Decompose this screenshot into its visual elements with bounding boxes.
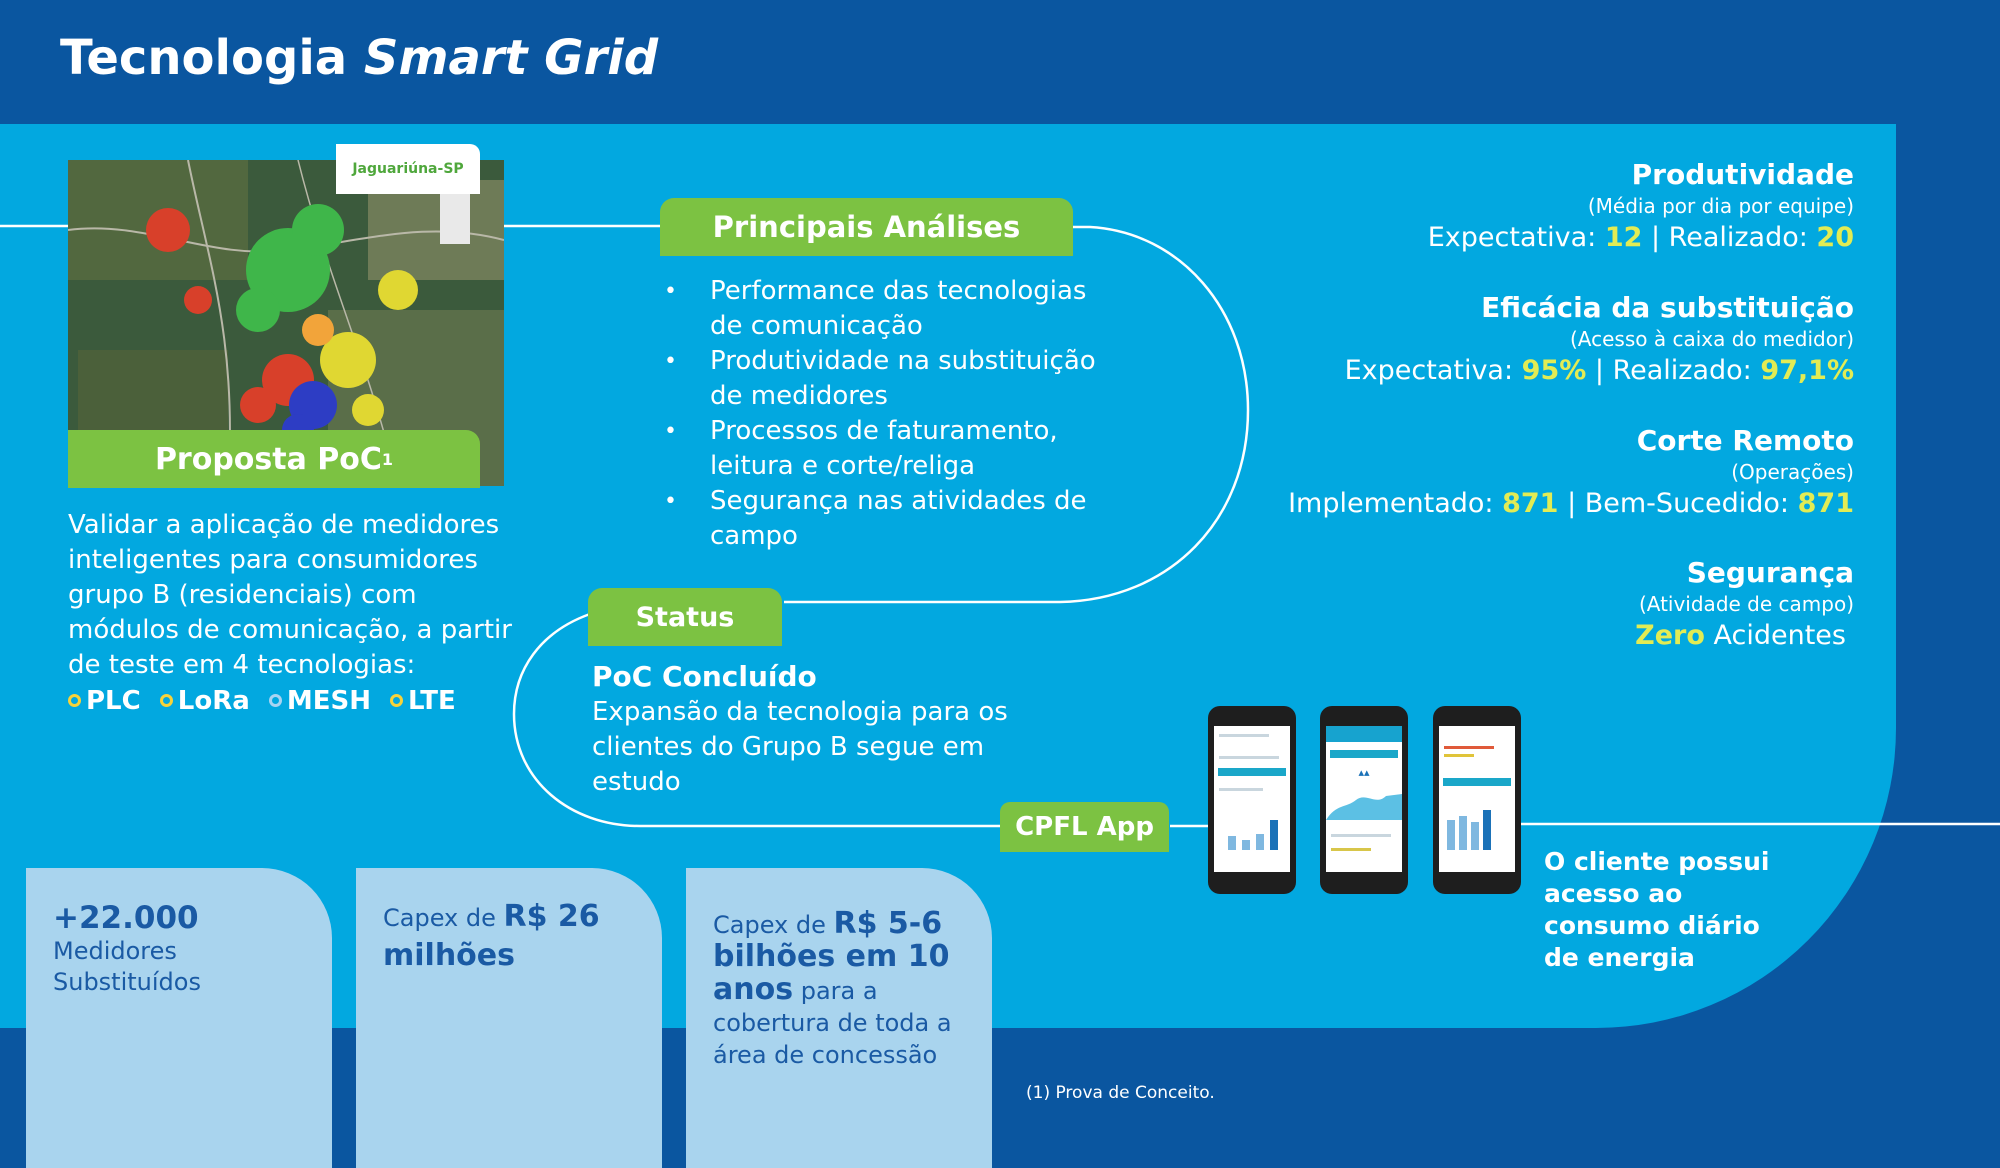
proposta-poc-label: Proposta PoC [154, 441, 382, 477]
bullet-ring-icon [68, 694, 81, 707]
technology-list [68, 686, 466, 716]
metric-seguranca: Segurança (Atividade de campo) Zero Acidentes [1635, 556, 1854, 651]
client-access-text: O cliente possui acesso ao consumo diário de energia [1544, 847, 1770, 972]
technology-item: MESH [269, 686, 371, 716]
analises-list [660, 274, 1110, 554]
list-item: • Segurança nas atividades de campo [660, 484, 1110, 554]
bullet-ring-icon [160, 694, 173, 707]
status-headline: PoC Concluído [592, 660, 817, 693]
page-title: Tecnologia Smart Grid [60, 30, 659, 86]
technology-item: LTE [390, 686, 456, 716]
list-item: • Produtividade na substituição de medidores [660, 344, 1110, 414]
footnote: (1) Prova de Conceito. [1026, 1083, 1215, 1103]
phone-mockup: ▴▴ [1320, 706, 1408, 894]
bullet-ring-icon [269, 694, 282, 707]
metric-produtividade: Produtividade (Média por dia por equipe) Expectativa: 12 | Realizado: 20 [1427, 158, 1854, 253]
footnote-marker: 1 [381, 449, 394, 469]
principais-analises-tab: Principais Análises [660, 198, 1073, 256]
cpfl-app-tab: CPFL App [1000, 802, 1169, 852]
technology-item: PLC [68, 686, 141, 716]
status-description: Expansão da tecnologia para os clientes do Grupo B segue em estudo [592, 697, 1008, 797]
technology-item: LoRa [160, 686, 250, 716]
meters-card [26, 868, 332, 1168]
metric-corte-remoto: Corte Remoto (Operações) Implementado: 871 | Bem-Sucedido: 871 [1288, 424, 1854, 519]
map-location-tag: Jaguariúna-SP [336, 144, 480, 194]
proposta-poc-tab [68, 430, 480, 488]
proposta-description: Validar a aplicação de medidores inteligentes para consumidores grupo B (residenciais) com módulos de comunicação, a partir de teste em 4 tecnologias: [68, 510, 512, 680]
list-item: • Performance das tecnologias de comunicação [660, 274, 1110, 344]
phone-mockup [1433, 706, 1521, 894]
capex-poc-card: Capex de R$ 26 milhões [356, 868, 662, 1168]
meters-count: +22.000 [53, 900, 199, 936]
bullet-ring-icon [390, 694, 403, 707]
phone-mockup [1208, 706, 1296, 894]
status-tab: Status [588, 588, 782, 646]
capex-full-card: Capex de R$ 5-6 bilhões em 10 anos para a cobertura de toda a área de concessão [686, 868, 992, 1168]
metric-eficacia: Eficácia da substituição (Acesso à caixa do medidor) Expectativa: 95% | Realizado: 97,1% [1344, 291, 1854, 386]
meters-label: Medidores Substituídos [53, 937, 201, 996]
list-item: • Processos de faturamento, leitura e corte/religa [660, 414, 1110, 484]
